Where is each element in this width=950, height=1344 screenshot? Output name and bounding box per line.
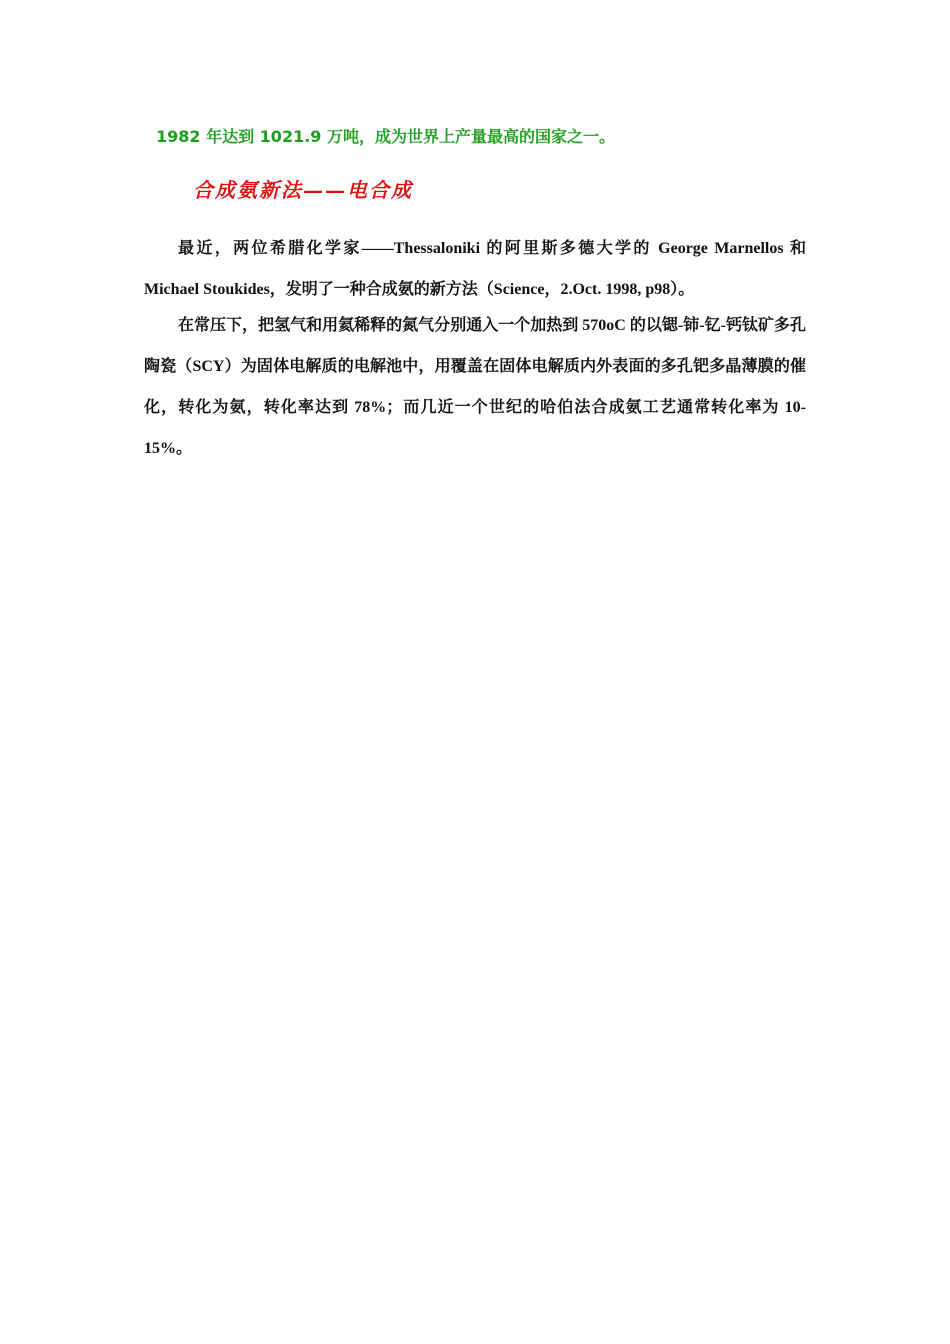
production-statement: 1982 年达到 1021.9 万吨，成为世界上产量最高的国家之一。	[156, 127, 615, 146]
section-heading: 合成氨新法——电合成	[193, 178, 413, 202]
paragraph-discovery: 最近，两位希腊化学家——Thessaloniki 的阿里斯多德大学的 George Marnellos 和 Michael Stoukides，发明了一种合成氨的新方法（Science，2.Oct. 1998, p98）。	[144, 240, 806, 298]
paragraph-process: 在常压下，把氢气和用氦稀释的氮气分别通入一个加热到 570oC 的以锶-铈-钇-钙钛矿多孔陶瓷（SCY）为固体电解质的电解池中，用覆盖在固体电解质内外表面的多孔钯多晶薄膜的催化，转化为氨，转化率达到 78%；而几近一个世纪的哈伯法合成氨工艺通常转化率为 10-15%。	[144, 317, 806, 457]
